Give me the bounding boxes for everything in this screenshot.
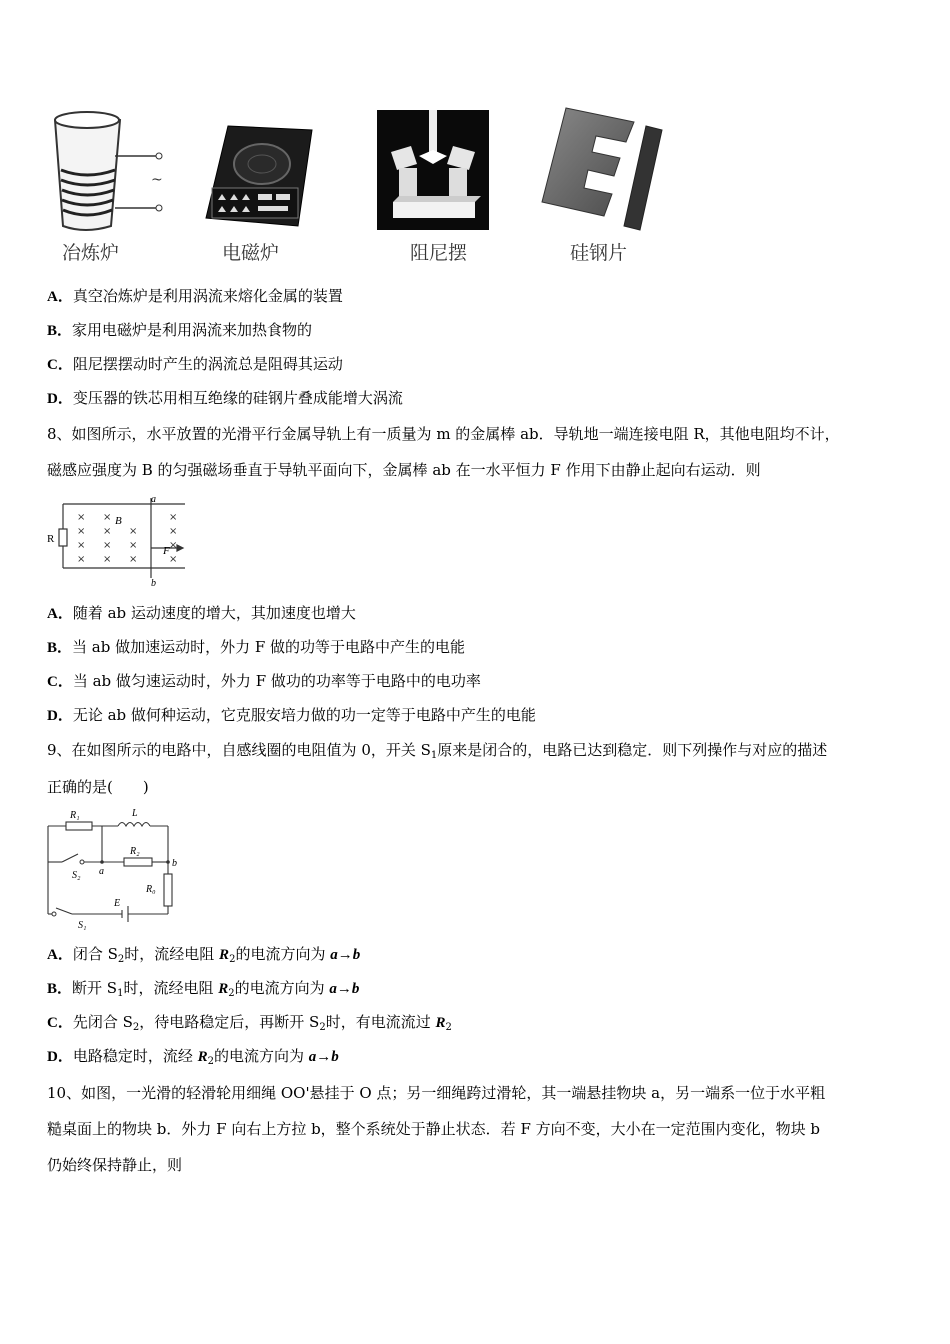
- q8-stem-line1: 8、如图所示，水平放置的光滑平行金属导轨上有一质量为 m 的金属棒 ab．导轨地一端连接电阻 R，其他电阻均不计，: [47, 425, 840, 443]
- field-cross-mark: ×: [169, 540, 178, 551]
- q8-rail-diagram: [45, 494, 190, 586]
- field-cross-mark: ×: [77, 554, 86, 565]
- silicon-steel-figure: [540, 106, 665, 232]
- q9-circuit-diagram: [42, 804, 182, 932]
- q9-label-a: a: [99, 866, 104, 877]
- field-cross-mark: ×: [169, 526, 178, 537]
- q8-label-b-field: B: [115, 515, 122, 527]
- q9-option-c: C．先闭合 $S_2$，待电路稳定后，再断开 $S_2$时，有电流流过 $R_2$: [47, 1013, 452, 1033]
- q8-label-a: a: [151, 494, 156, 505]
- field-cross-mark: ×: [103, 540, 112, 551]
- field-cross-mark: ×: [169, 512, 178, 523]
- q9-label-l: L: [132, 808, 138, 819]
- q9-label-e: E: [114, 898, 121, 909]
- field-cross-mark: ×: [169, 554, 178, 565]
- q8-option-d: D．无论 ab 做何种运动，它克服安培力做的功一定等于电路中产生的电能: [47, 706, 536, 724]
- q8-label-r: R: [47, 533, 55, 545]
- q9-option-d: D．电路稳定时，流经 $R_2$的电流方向为 a→b: [47, 1047, 339, 1067]
- q8-label-f: F: [163, 545, 170, 557]
- q9-label-s2: S₂: [72, 870, 81, 881]
- q9-stem-line2: 正确的是( ): [47, 778, 149, 796]
- field-cross-mark: ×: [129, 526, 138, 537]
- caption-furnace: 冶炼炉: [62, 242, 120, 264]
- q8-option-a: A．随着 ab 运动速度的增大，其加速度也增大: [47, 604, 356, 622]
- q9-option-a: A．闭合 $S_2$时，流经电阻 $R_2$的电流方向为 a→b: [47, 945, 361, 965]
- field-cross-mark: ×: [103, 554, 112, 565]
- field-cross-mark: ×: [103, 512, 112, 523]
- field-cross-mark: ×: [77, 512, 86, 523]
- q8-label-b: b: [151, 578, 156, 586]
- q9-stem-line1: 9、在如图所示的电路中，自感线圈的电阻值为 0，开关 $S_1$原来是闭合的，电路已达到稳定．则下列操作与对应的描述: [47, 741, 828, 761]
- q9-label-r0: R₀: [146, 884, 156, 895]
- damping-pendulum-figure: [377, 110, 489, 230]
- caption-induction-cooker: 电磁炉: [222, 242, 280, 264]
- q10-stem-line3: 仍始终保持静止，则: [47, 1156, 183, 1174]
- induction-cooker-figure: [200, 122, 320, 232]
- field-cross-mark: ×: [77, 540, 86, 551]
- q9-label-r2: R₂: [130, 846, 140, 857]
- q8-stem-line2: 磁感应强度为 B 的匀强磁场垂直于导轨平面向下，金属棒 ab 在一水平恒力 F 作用下由静止起向右运动．则: [47, 461, 761, 479]
- q9-label-b: b: [172, 858, 177, 869]
- q9-option-b: B．断开 $S_1$时，流经电阻 $R_2$的电流方向为 a→b: [47, 979, 360, 999]
- q8-option-b: B．当 ab 做加速运动时，外力 F 做的功等于电路中产生的电能: [47, 638, 466, 656]
- q9-label-r1: R₁: [70, 810, 80, 821]
- q7-option-c: C．阻尼摆摆动时产生的涡流总是阻碍其运动: [47, 355, 343, 373]
- q7-option-a: A．真空冶炼炉是利用涡流来熔化金属的装置: [47, 287, 343, 305]
- field-cross-mark: ×: [77, 526, 86, 537]
- field-cross-mark: ×: [129, 540, 138, 551]
- q8-option-c: C．当 ab 做匀速运动时，外力 F 做功的功率等于电路中的电功率: [47, 672, 481, 690]
- q7-option-b: B．家用电磁炉是利用涡流来加热食物的: [47, 321, 313, 339]
- svg-text:~: ~: [151, 172, 163, 188]
- caption-damping-pendulum: 阻尼摆: [410, 242, 468, 264]
- furnace-figure: [45, 108, 175, 238]
- field-cross-mark: ×: [129, 554, 138, 565]
- q7-option-d: D．变压器的铁芯用相互绝缘的硅钢片叠成能增大涡流: [47, 389, 403, 407]
- q9-label-s1: S₁: [78, 920, 87, 931]
- field-cross-mark: ×: [103, 526, 112, 537]
- caption-silicon-steel: 硅钢片: [570, 242, 628, 264]
- q10-stem-line2: 糙桌面上的物块 b．外力 F 向右上方拉 b，整个系统处于静止状态．若 F 方向不变，大小在一定范围内变化，物块 b: [47, 1120, 821, 1138]
- q10-stem-line1: 10、如图，一光滑的轻滑轮用细绳 OO'悬挂于 O 点；另一细绳跨过滑轮，其一端悬挂物块 a，另一端系一位于水平粗: [47, 1084, 826, 1102]
